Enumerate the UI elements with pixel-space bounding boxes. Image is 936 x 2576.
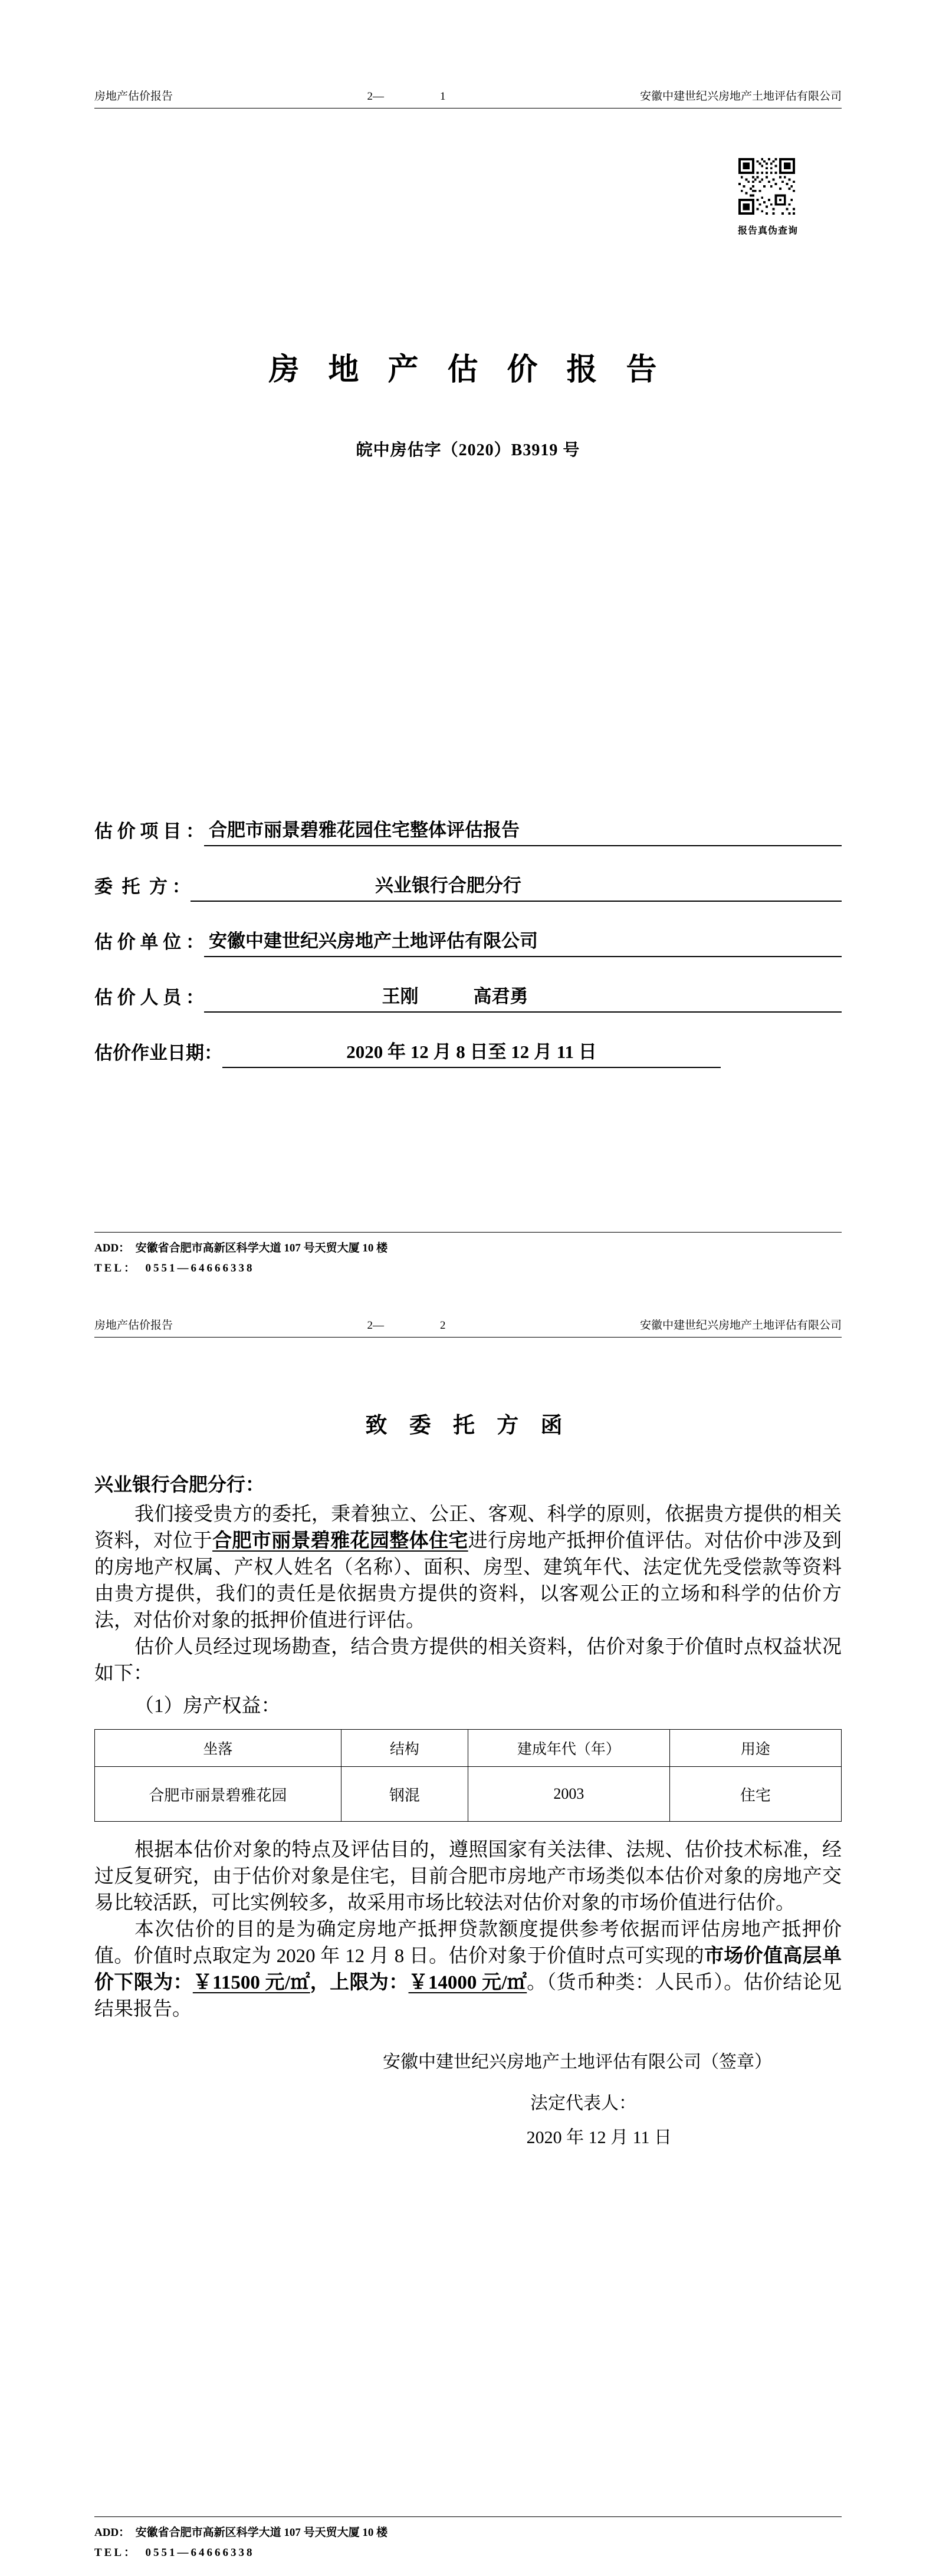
- header-page-number: 1: [440, 90, 446, 103]
- field-label-appraisal-org: 估 价 单 位 ：: [94, 932, 204, 952]
- cover-fields: [94, 791, 842, 1068]
- subject-property-highlight: 合肥市丽景碧雅花园整体住宅: [212, 1530, 468, 1552]
- property-rights-table: [94, 1729, 842, 1822]
- field-row-appraisal-org: [94, 902, 842, 957]
- field-value-appraisal-org: 安徽中建世纪兴房地产土地评估有限公司: [204, 926, 842, 957]
- field-value-client: 兴业银行合肥分行: [191, 870, 842, 902]
- report-number: 皖中房估字（2020）B3919 号: [356, 441, 580, 459]
- signature-date: 2020 年 12 月 11 日: [526, 2128, 672, 2147]
- value-label-upper: ，上限为：: [310, 1972, 409, 1993]
- field-row-client: [94, 846, 842, 902]
- col-header-built-year: 建成年代（年）: [468, 1730, 669, 1767]
- report-title: 房 地 产 估 价 报 告: [268, 353, 668, 387]
- page-header: [94, 87, 842, 109]
- header-chapter-label: 2—: [367, 90, 384, 103]
- paragraph-commission: [94, 1501, 842, 1634]
- cell-usage: 住宅: [669, 1767, 841, 1822]
- field-row-appraisers: [94, 957, 842, 1013]
- field-label-project: 估 价 项 目 ：: [94, 821, 204, 842]
- paragraph-valuation: [94, 1917, 842, 2023]
- header-page-indicator: [367, 1319, 446, 1332]
- paragraph-text: 进行房地产抵押价值评估。对估价中涉及到的房地产权属、产权人姓名（名称）、面积、房型、建筑年代、法定优先受偿款等资料由贵方提供，我们的责任是依据贵方提供的资料，以客观公正的立场和科学的估价方法，对估价对象的抵押价值进行评估。: [94, 1530, 842, 1631]
- paragraph-text: 。（货币种类：人民币）。估价结论见结果报告。: [94, 1972, 842, 2020]
- letter-salutation: 兴业银行合肥分行：: [94, 1474, 265, 1495]
- table-header-row: [95, 1730, 842, 1767]
- list-item-property-rights: （1）房产权益：: [134, 1696, 281, 1717]
- cell-built-year: 2003: [468, 1767, 669, 1822]
- table-row: [95, 1767, 842, 1822]
- header-doc-title: 房地产估价报告: [94, 90, 173, 103]
- value-lower-bound: ￥11500 元/㎡: [192, 1972, 310, 1993]
- value-label-lower: 市场价值高层单价下限为：: [94, 1946, 842, 1993]
- qr-block: [738, 158, 799, 236]
- footer-phone: TEL： 0551—64666338: [94, 1262, 255, 1274]
- header-company-name: 安徽中建世纪兴房地产土地评估有限公司: [639, 1319, 842, 1332]
- signature-company: 安徽中建世纪兴房地产土地评估有限公司（签章）: [383, 2052, 772, 2072]
- field-row-project: [94, 791, 842, 846]
- page-footer: [94, 1232, 842, 1279]
- cell-structure: 钢混: [341, 1767, 468, 1822]
- signature-legal-representative: 法定代表人：: [530, 2094, 636, 2113]
- qr-caption: 报告真伪查询: [738, 226, 799, 236]
- field-label-work-date: 估价作业日期：: [94, 1043, 222, 1063]
- header-doc-title: 房地产估价报告: [94, 1319, 173, 1332]
- field-row-work-date: [94, 1013, 842, 1068]
- signature-block: [94, 2050, 842, 2150]
- letter-page: [0, 1292, 936, 2576]
- header-page-indicator: [367, 90, 446, 103]
- header-company-name: 安徽中建世纪兴房地产土地评估有限公司: [639, 90, 842, 103]
- cell-location: 合肥市丽景碧雅花园: [95, 1767, 341, 1822]
- page-header: [94, 1316, 842, 1338]
- paragraph-text: 本次估价的目的是为确定房地产抵押贷款额度提供参考依据而评估房地产抵押价值。价值时点取定为 2020 年 12 月 8 日。估价对象于价值时点可实现的: [94, 1919, 842, 1967]
- field-label-appraisers: 估 价 人 员 ：: [94, 987, 204, 1008]
- paragraph-method: 根据本估价对象的特点及评估目的，遵照国家有关法律、法规、估价技术标准，经过反复研究，由于估价对象是住宅，目前合肥市房地产市场类似本估价对象的房地产交易比较活跃，可比实例较多，故采用市场比较法对估价对象的市场价值进行估价。: [94, 1839, 842, 1914]
- value-upper-bound: ￥14000 元/㎡: [408, 1972, 527, 1993]
- qr-code-icon: [738, 158, 795, 215]
- col-header-location: 坐落: [95, 1730, 341, 1767]
- field-value-project: 合肥市丽景碧雅花园住宅整体评估报告: [204, 815, 842, 846]
- footer-address: ADD： 安徽省合肥市高新区科学大道 107 号天贸大厦 10 楼: [94, 2526, 388, 2539]
- field-value-appraisers: 王刚 高君勇: [204, 981, 842, 1013]
- letter-title: 致 委 托 方 函: [365, 1414, 571, 1438]
- paragraph-inspection: 估价人员经过现场勘查，结合贵方提供的相关资料，估价对象于价值时点权益状况如下：: [94, 1637, 842, 1684]
- header-chapter-label: 2—: [367, 1319, 384, 1332]
- footer-phone: TEL： 0551—64666338: [94, 2547, 255, 2559]
- header-page-number: 2: [440, 1319, 446, 1332]
- page-footer: [94, 2516, 842, 2563]
- paragraph-text: 我们接受贵方的委托，秉着独立、公正、客观、科学的原则，依据贵方提供的相关资料，对位于: [94, 1504, 842, 1552]
- field-label-client: 委 托 方 ：: [94, 876, 191, 897]
- footer-address: ADD： 安徽省合肥市高新区科学大道 107 号天贸大厦 10 楼: [94, 1242, 388, 1254]
- col-header-usage: 用途: [669, 1730, 841, 1767]
- col-header-structure: 结构: [341, 1730, 468, 1767]
- field-value-work-date: 2020 年 12 月 8 日至 12 月 11 日: [222, 1037, 721, 1068]
